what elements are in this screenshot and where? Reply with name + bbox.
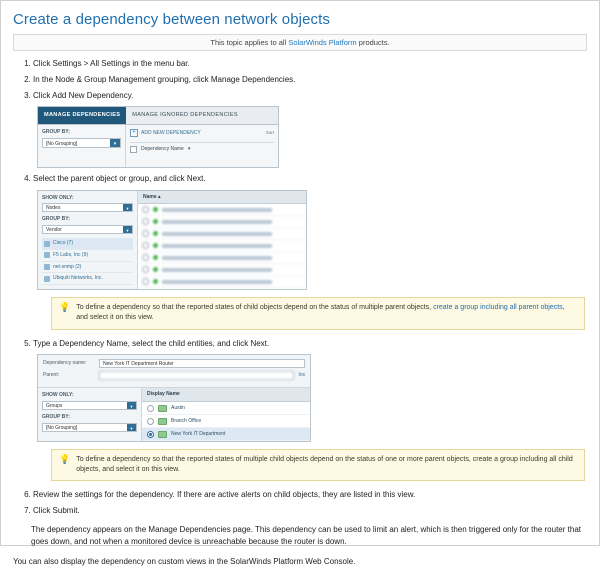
fig3-show-only-select[interactable]: [42, 401, 137, 410]
plus-icon: +: [130, 129, 138, 137]
tab-manage-dependencies[interactable]: MANAGE DEPENDENCIES: [38, 107, 126, 124]
fig3-group-by-select[interactable]: [42, 423, 137, 432]
vendor-icon: [44, 252, 50, 258]
fig1-grid-panel: [126, 125, 278, 167]
step-1: 1. Click Settings > All Settings in the menu bar.: [33, 59, 589, 70]
list-item[interactable]: [42, 273, 133, 285]
row-radio[interactable]: [147, 418, 154, 425]
row-label: Austin: [171, 404, 185, 411]
chevron-down-icon: ▾: [123, 226, 132, 233]
status-dot: [153, 279, 158, 284]
table-row[interactable]: [138, 204, 306, 216]
fig1-group-by-select[interactable]: [42, 138, 121, 148]
chevron-down-icon: ▾: [123, 204, 132, 211]
vendor-label: net-snmp (2): [53, 263, 82, 270]
sort-button[interactable]: Sort: [265, 129, 274, 135]
row-radio[interactable]: [142, 206, 149, 213]
row-radio[interactable]: [147, 431, 154, 438]
fig2-group-by-value: Vendor: [46, 227, 62, 234]
table-row[interactable]: [142, 402, 310, 415]
figure-manage-dependencies: [37, 106, 589, 168]
fig1-group-by-panel: [38, 125, 126, 167]
fig3-parent-row: [43, 371, 305, 380]
note-parent-group: [51, 297, 585, 329]
note-1-link[interactable]: create a group including all parent objects: [433, 304, 563, 312]
status-dot: [153, 255, 158, 260]
row-text-redacted: [162, 208, 272, 212]
status-dot: [153, 219, 158, 224]
fig2-vendor-list: [42, 238, 133, 285]
figure-dependency-name: [37, 354, 589, 442]
applies-to-banner: [13, 34, 587, 51]
steps-list: [11, 59, 589, 517]
chevron-down-icon: ▾: [187, 146, 191, 153]
row-radio[interactable]: [142, 242, 149, 249]
row-radio[interactable]: [142, 230, 149, 237]
applies-brand: SolarWinds Platform: [288, 38, 357, 47]
status-dot: [153, 231, 158, 236]
row-text-redacted: [162, 268, 272, 272]
parent-label: Parent:: [43, 372, 60, 379]
folder-icon: [158, 405, 167, 412]
note-1-before: To define a dependency so that the reported states of child objects depend on the status of multiple parent objects,: [76, 304, 434, 312]
fig1-group-by-value: [No Grouping]: [46, 140, 78, 147]
fig2-show-only-value: Nodes: [46, 205, 61, 212]
status-dot: [153, 243, 158, 248]
table-row[interactable]: [142, 415, 310, 428]
fig3-group-by-label: GROUP BY:: [42, 414, 70, 421]
fig1-group-by-label: GROUP BY:: [42, 128, 70, 135]
row-radio[interactable]: [142, 254, 149, 261]
vendor-icon: [44, 241, 50, 247]
lightbulb-icon: 💡: [59, 454, 71, 465]
row-radio[interactable]: [142, 278, 149, 285]
row-radio[interactable]: [142, 218, 149, 225]
list-item[interactable]: [42, 238, 133, 250]
fig3-show-only-value: Groups: [46, 403, 63, 410]
row-label: New York IT Department: [171, 430, 226, 437]
fig1-column-header: [130, 142, 274, 153]
fig2-group-by-select[interactable]: [42, 225, 133, 234]
chevron-down-icon: ▾: [127, 402, 136, 409]
note-1-after: , and select it on this view.: [76, 304, 565, 322]
applies-suffix: products.: [356, 38, 390, 47]
chevron-down-icon: ▾: [127, 424, 136, 431]
row-radio[interactable]: [147, 405, 154, 412]
fig2-show-only-label: SHOW ONLY:: [42, 194, 74, 201]
step-6: 6. Review the settings for the dependency. If there are active alerts on child objects, they are listed in this view.: [33, 490, 589, 501]
dependency-name-input[interactable]: New York IT Department Router: [99, 359, 305, 368]
status-dot: [153, 207, 158, 212]
vendor-icon: [44, 264, 50, 270]
fig3-grid: [142, 388, 310, 441]
row-label: Branch Office: [171, 417, 202, 424]
vendor-label: Cisco (7): [53, 240, 74, 247]
fig3-grid-header[interactable]: [142, 388, 310, 402]
row-radio[interactable]: [142, 266, 149, 273]
row-text-redacted: [162, 232, 272, 236]
note-child-group: [51, 449, 585, 481]
fig1-toolbar: [130, 129, 274, 137]
parent-link[interactable]: Ins: [298, 372, 305, 379]
vendor-label: Ubiquiti Networks, Inc.: [53, 275, 103, 282]
fig3-filter-panel: [38, 388, 142, 441]
table-row[interactable]: [138, 264, 306, 276]
step-2: 2. In the Node & Group Management grouping, click Manage Dependencies.: [33, 75, 589, 86]
select-all-checkbox[interactable]: [130, 146, 137, 153]
fig2-grid-header[interactable]: Name ▴: [138, 191, 306, 205]
fig2-grid-header-label: Name: [143, 193, 157, 200]
step-4-text: Select the parent object or group, and click Next.: [33, 173, 206, 183]
row-text-redacted: [162, 280, 272, 284]
fig2-group-by-label: GROUP BY:: [42, 216, 70, 223]
chevron-down-icon: ▾: [110, 139, 120, 147]
folder-icon: [158, 431, 167, 438]
page-title: Create a dependency between network objects: [13, 11, 330, 28]
step-7: 7. Click Submit.: [33, 506, 589, 517]
note-2-text: To define a dependency so that the reported states of multiple child objects depend on the status of one or more parent objects, create a group including all child objects, and select it on this view.: [76, 456, 573, 474]
step-3-text: Click Add New Dependency.: [33, 90, 134, 100]
fig3-grid-header-label: Display Name: [147, 391, 180, 398]
figure-select-parent: [37, 190, 589, 291]
fig1-tabstrip: [38, 107, 278, 125]
fig3-group-by-value: [No Grouping]: [46, 424, 78, 431]
table-row[interactable]: [138, 228, 306, 240]
folder-icon: [158, 418, 167, 425]
tab-manage-ignored-dependencies[interactable]: MANAGE IGNORED DEPENDENCIES: [132, 112, 238, 119]
note-1-text: [76, 303, 577, 323]
add-new-dependency-button[interactable]: ADD NEW DEPENDENCY: [141, 129, 201, 136]
table-row[interactable]: [138, 276, 306, 288]
step-3: [33, 91, 589, 168]
parent-value: [99, 371, 294, 380]
vendor-icon: [44, 276, 50, 282]
vendor-label: F5 Labs, Inc (9): [53, 251, 89, 258]
fig1-column-label[interactable]: Dependency Name: [141, 146, 184, 153]
row-text-redacted: [162, 256, 272, 260]
closing-paragraph-2: You can also display the dependency on custom views in the SolarWinds Platform Web Console.: [13, 557, 356, 567]
table-row[interactable]: [138, 252, 306, 264]
list-item[interactable]: [42, 262, 133, 274]
fig2-grid: [138, 191, 306, 290]
dependency-name-label: Dependency name:: [43, 360, 87, 367]
fig2-filter-panel: [38, 191, 138, 290]
row-text-redacted: [162, 244, 272, 248]
fig3-show-only-label: SHOW ONLY:: [42, 392, 74, 399]
step-5-text: Type a Dependency Name, select the child entities, and click Next.: [33, 338, 270, 348]
row-text-redacted: [162, 220, 272, 224]
status-dot: [153, 267, 158, 272]
list-item[interactable]: [42, 250, 133, 262]
table-row[interactable]: [138, 240, 306, 252]
closing-paragraph-1: The dependency appears on the Manage Dependencies page. This dependency can be used to limit an alert, which is then triggered only for the router that goes down, and not when a monitored device is unreachable because the router is down.: [31, 524, 581, 546]
applies-prefix: This topic applies to all: [210, 38, 289, 47]
table-row[interactable]: [142, 428, 310, 441]
lightbulb-icon: 💡: [59, 302, 71, 313]
step-4: [33, 174, 589, 330]
fig3-name-row: [43, 359, 305, 368]
fig3-form: [38, 355, 310, 388]
table-row[interactable]: [138, 216, 306, 228]
step-5: [33, 339, 589, 482]
fig2-show-only-select[interactable]: [42, 203, 133, 212]
